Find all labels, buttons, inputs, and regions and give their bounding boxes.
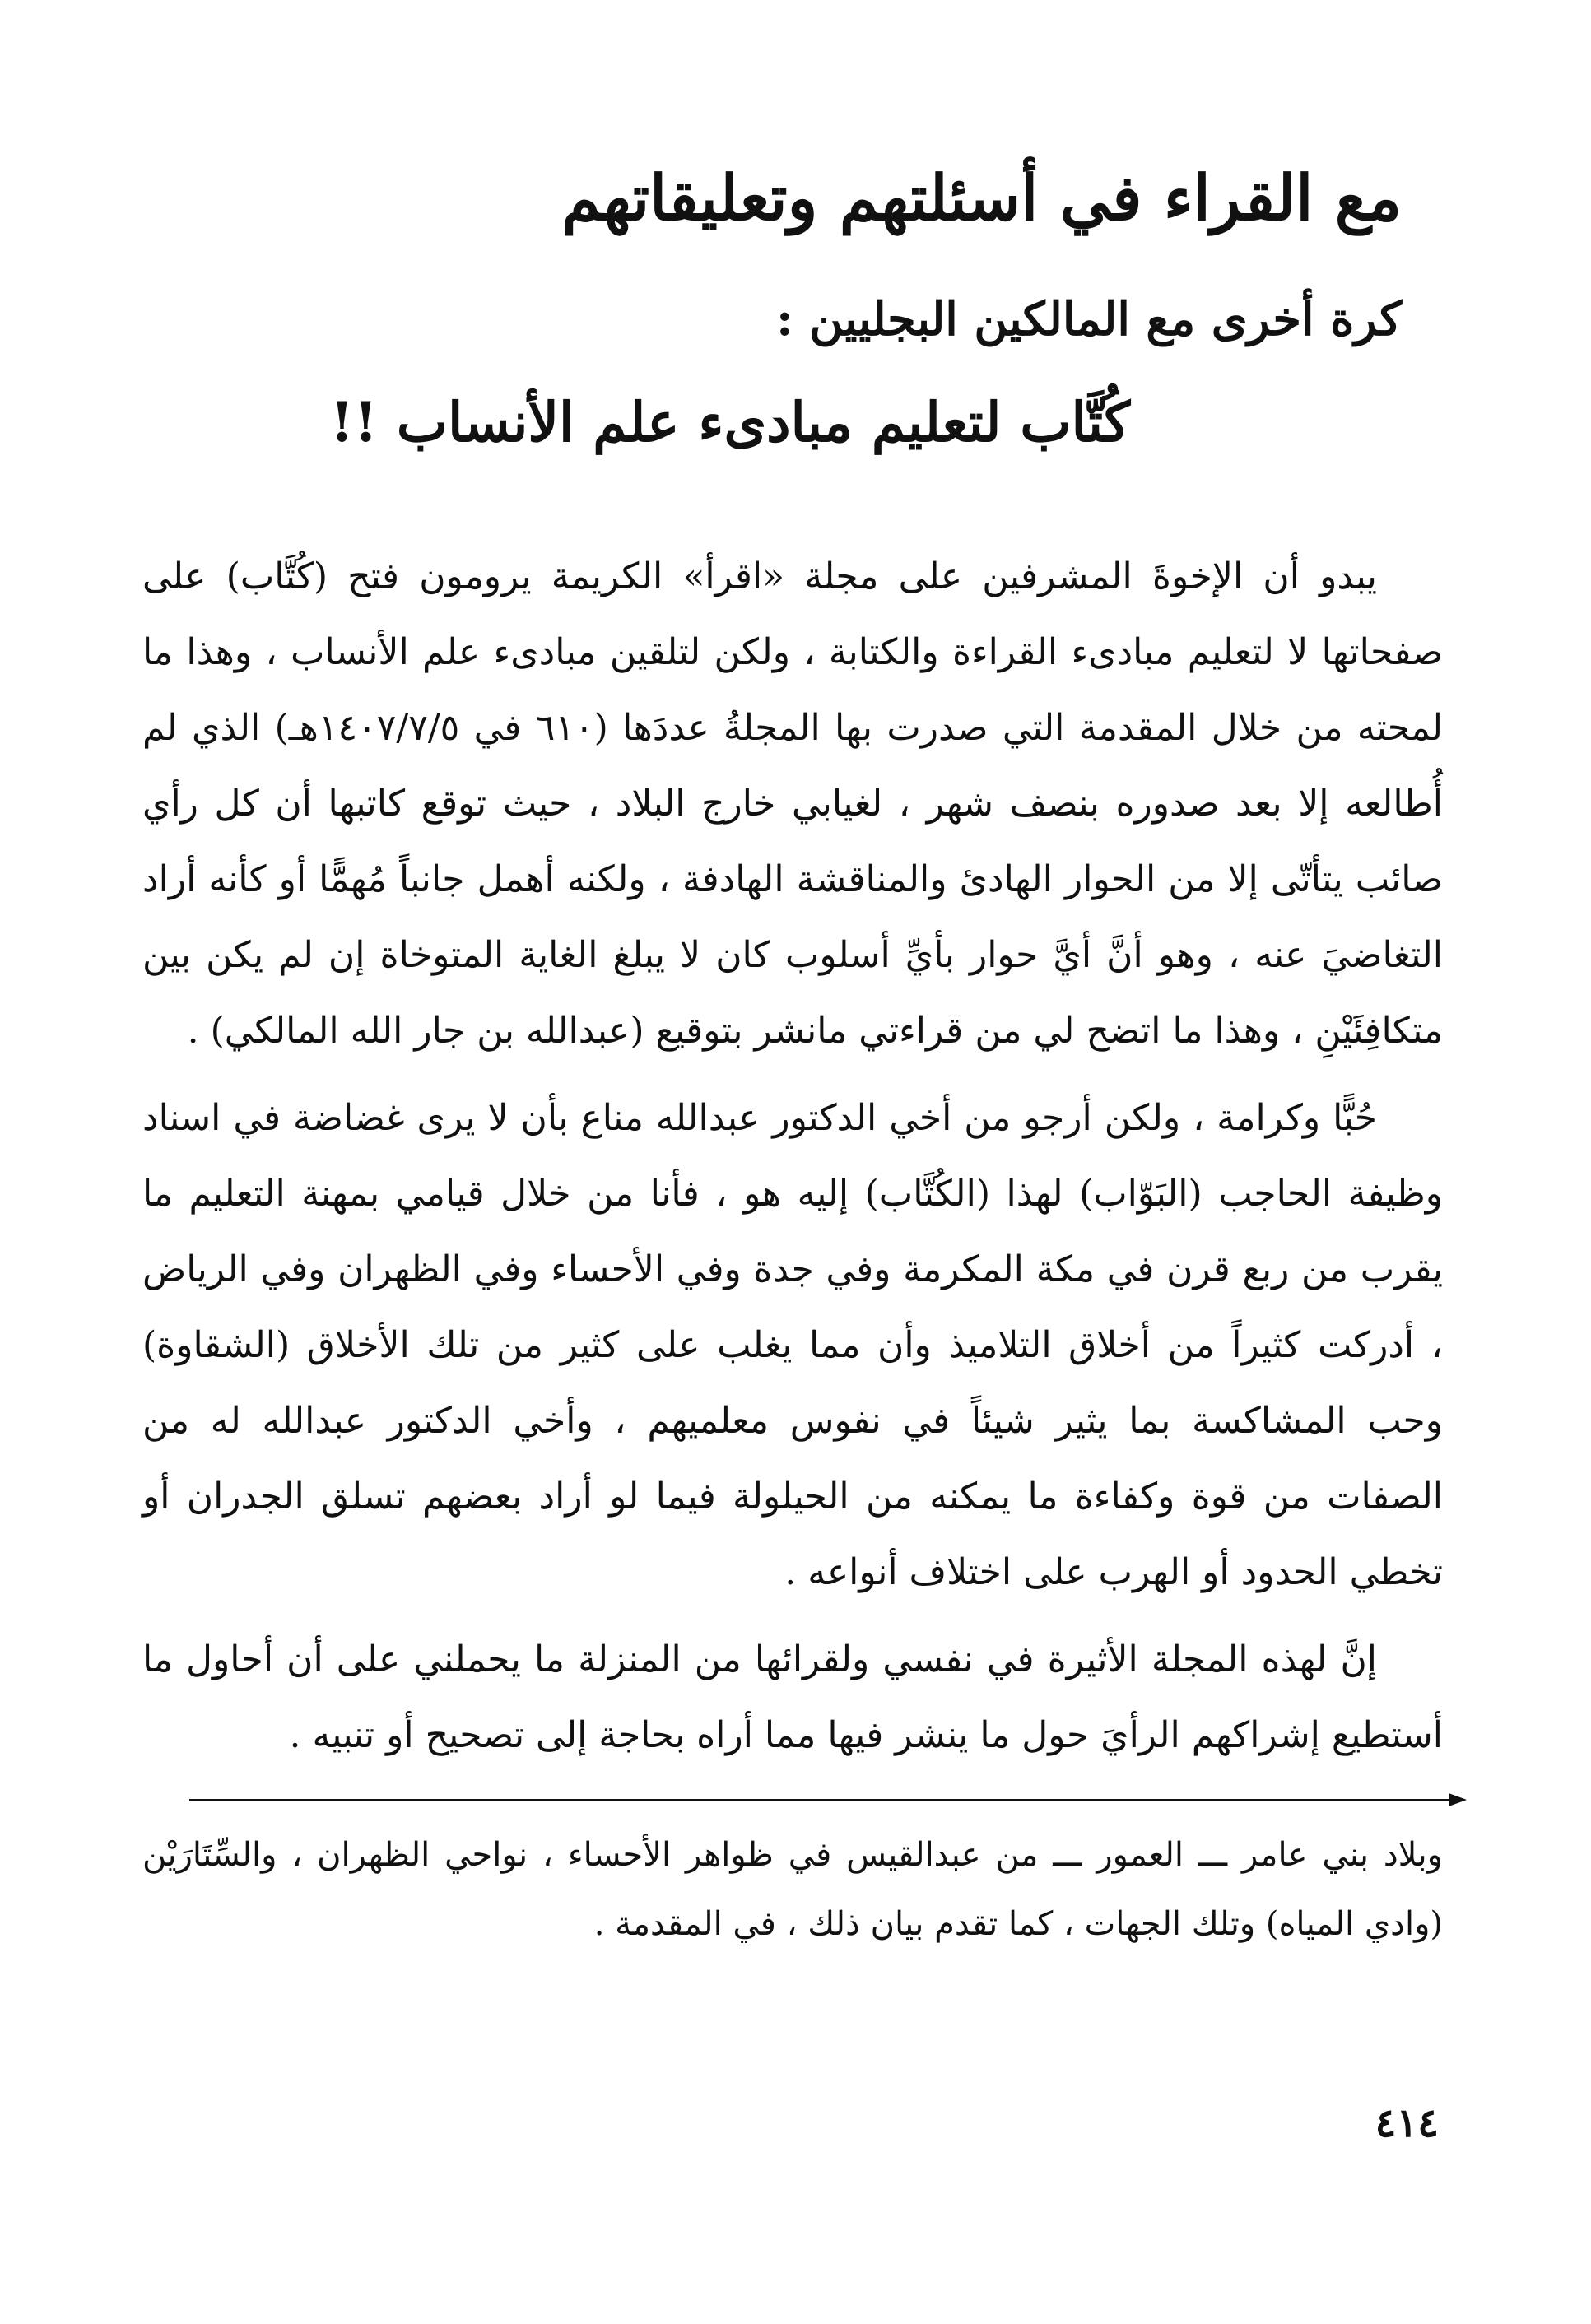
section-title: مع القراء في أسئلتهم وتعليقاتهم bbox=[561, 161, 1402, 235]
article-title: كُتَّاب لتعليم مبادىء علم الأنساب !! bbox=[329, 390, 1130, 454]
body-paragraph: يبدو أن الإخوةَ المشرفين على مجلة «اقرأ» الكريمة يرومون فتح (كُتَّاب) على صفحاتها لا لتعليم مبادىء القراءة والكتابة ، ولكن لتلقين مبادىء علم الأنساب ، وهذا ما لمحته من خلال المقدمة التي صدرت بها المجلةُ عددَها (٦١٠ في ١٤٠٧/٧/٥هـ) الذي لم أُطالعه إلا بعد صدوره بنصف شهر ، لغيابي خارج البلاد ، حيث توقع كاتبها أن كل رأي صائب يتأتّى إلا من الحوار الهادئ والمناقشة الهادفة ، ولكنه أهمل جانباً مُهمًّا أو كأنه أراد التغاضيَ عنه ، وهو أنَّ أيَّ حوار بأيِّ أسلوب كان لا يبلغ الغاية المتوخاة إن لم يكن بين متكافِئَيْنِ ، وهذا ما اتضح لي من قراءتي مانشر بتوقيع (عبدالله بن جار الله المالكي) . bbox=[142, 555, 1443, 1052]
body-paragraph: إنَّ لهذه المجلة الأثيرة في نفسي ولقرائها من المنزلة ما يحملني على أن أحاول ما أستطيع إشراكهم الرأيَ حول ما ينشر فيها مما أراه بحاجة إلى تصحيح أو تنبيه . bbox=[142, 1638, 1443, 1756]
footnote-text: وبلاد بني عامر ـــ العمور ـــ من عبدالقيس في ظواهر الأحساء ، نواحي الظهران ، والسِّتَارَيْن (وادي المياه) وتلك الجهات ، كما تقدم بيان ذلك ، في المقدمة . bbox=[142, 1836, 1443, 1943]
footnote-divider bbox=[189, 1799, 1449, 1801]
article-subtitle: كرة أخرى مع المالكين البجليين : bbox=[776, 292, 1402, 346]
body-paragraph: حُبًّا وكرامة ، ولكن أرجو من أخي الدكتور عبدالله مناع بأن لا يرى غضاضة في اسناد وظيفة الحاجب (البَوّاب) لهذا (الكُتَّاب) إليه هو ، فأنا من خلال قيامي بمهنة التعليم ما يقرب من ربع قرن في مكة المكرمة وفي جدة وفي الأحساء وفي الظهران وفي الرياض ، أدركت كثيراً من أخلاق التلاميذ وأن مما يغلب على كثير من تلك الأخلاق (الشقاوة) وحب المشاكسة بما يثير شيئاً في نفوس معلميهم ، وأخي الدكتور عبدالله له من الصفات من قوة وكفاءة ما يمكنه من الحيلولة فيما لو أراد بعضهم تسلق الجدران أو تخطي الحدود أو الهرب على اختلاف أنواعه . bbox=[142, 1097, 1443, 1593]
page-number: ٤١٤ bbox=[1375, 2100, 1439, 2146]
article-body bbox=[142, 539, 1443, 1785]
